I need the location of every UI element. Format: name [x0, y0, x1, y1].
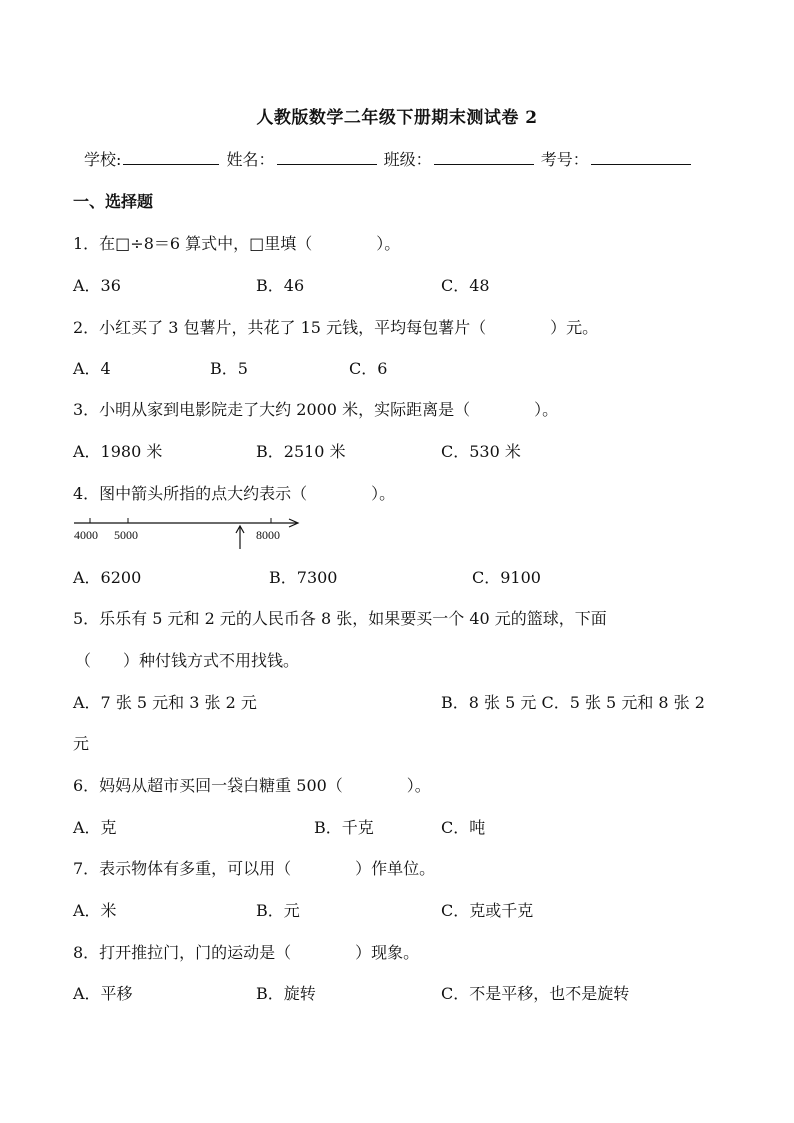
q3-option-c: C．530 米	[441, 442, 521, 461]
q3-option-a: A．1980 米	[73, 442, 163, 461]
q2-option-c: C．6	[349, 359, 388, 378]
question-7: 7．表示物体有多重，可以用（ ）作单位。	[73, 859, 436, 878]
q8-option-b: B．旋转	[256, 984, 316, 1003]
q7-option-b: B．元	[256, 901, 300, 920]
page-title: 人教版数学二年级下册期末测试卷 2	[256, 108, 538, 128]
question-4: 4．图中箭头所指的点大约表示（ ）。	[73, 484, 396, 503]
q4-option-c: C．9100	[472, 568, 541, 587]
q8-option-a: A．平移	[73, 984, 133, 1003]
question-1: 1．在□÷8＝6 算式中，□里填（ ）。	[73, 234, 401, 253]
question-3: 3．小明从家到电影院走了大约 2000 米，实际距离是（ ）。	[73, 400, 559, 419]
q1-option-a: A．36	[73, 276, 121, 295]
q4-option-b: B．7300	[269, 568, 338, 587]
q3-option-b: B．2510 米	[256, 442, 346, 461]
q1-option-b: B．46	[256, 276, 305, 295]
q8-option-c: C．不是平移，也不是旋转	[441, 984, 630, 1003]
q5-option-a: A．7 张 5 元和 3 张 2 元	[73, 693, 257, 712]
school-blank	[123, 150, 219, 165]
name-label: 姓名：	[226, 150, 275, 169]
question-6: 6．妈妈从超市买回一袋白糖重 500（ ）。	[73, 776, 431, 795]
class-blank	[434, 150, 534, 165]
q5-option-b-c: B．8 张 5 元 C．5 张 5 元和 8 张 2	[441, 693, 705, 712]
q6-option-c: C．吨	[441, 818, 486, 837]
name-blank	[277, 150, 377, 165]
q5-option-c-wrap: 元	[73, 734, 90, 753]
tick-label-8000: 8000	[256, 528, 280, 542]
school-label: 学校:	[84, 150, 122, 169]
q1-option-c: C．48	[441, 276, 490, 295]
number-line-figure	[72, 512, 312, 552]
q2-option-b: B．5	[210, 359, 248, 378]
question-8: 8．打开推拉门，门的运动是（ ）现象。	[73, 943, 420, 962]
q7-option-a: A．米	[73, 901, 117, 920]
exam-number-label: 考号：	[540, 150, 589, 169]
section-heading: 一、选择题	[73, 192, 154, 211]
q6-option-a: A．克	[73, 818, 117, 837]
q7-option-c: C．克或千克	[441, 901, 534, 920]
class-label: 班级：	[383, 150, 432, 169]
question-5-line-1: 5．乐乐有 5 元和 2 元的人民币各 8 张，如果要买一个 40 元的篮球，下面	[73, 609, 607, 628]
q6-option-b: B．千克	[314, 818, 374, 837]
q4-option-a: A．6200	[73, 568, 142, 587]
question-5-line-2: （ ）种付钱方式不用找钱。	[75, 651, 300, 670]
tick-label-4000: 4000	[74, 528, 98, 542]
exam-number-blank	[591, 150, 691, 165]
tick-label-5000: 5000	[114, 528, 138, 542]
student-info-line	[84, 147, 693, 170]
q2-option-a: A．4	[73, 359, 111, 378]
question-2: 2．小红买了 3 包薯片，共花了 15 元钱，平均每包薯片（ ）元。	[73, 318, 599, 337]
